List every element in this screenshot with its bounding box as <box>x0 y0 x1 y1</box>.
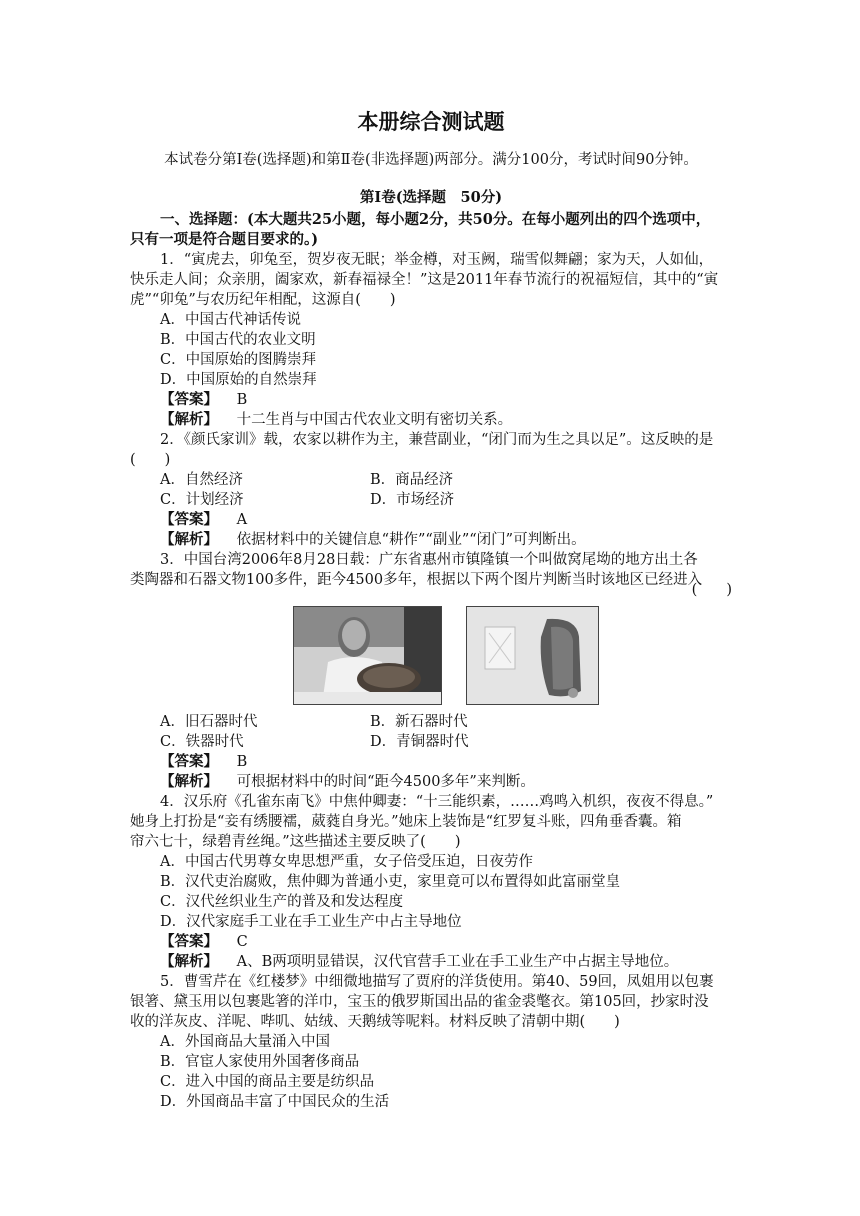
q1-option-d: D．中国原始的自然崇拜 <box>160 372 317 388</box>
analysis-label: 【解析】 <box>160 953 218 970</box>
q2-answer <box>160 510 247 530</box>
q1-answer <box>160 390 247 410</box>
q3-figures <box>293 606 599 703</box>
analysis-label: 【解析】 <box>160 411 218 428</box>
q5-stem-line-2: 银箸、黛玉用以包裹匙箸的洋巾，宝玉的俄罗斯国出品的雀金裘氅衣。第105回，抄家时没 <box>130 994 709 1010</box>
answer-label: 【答案】 <box>160 511 218 528</box>
q4-option-d: D．汉代家庭手工业在手工业生产中占主导地位 <box>160 914 462 930</box>
answer-label: 【答案】 <box>160 933 218 950</box>
answer-label: 【答案】 <box>160 391 218 408</box>
q4-stem-line-3: 帘六七十，绿碧青丝绳。”这些描述主要反映了( ) <box>130 834 461 850</box>
analysis-label: 【解析】 <box>160 773 218 790</box>
answer-label: 【答案】 <box>160 753 218 770</box>
q1-option-b: B．中国古代的农业文明 <box>160 332 316 348</box>
q1-stem-line-2: 快乐走人间；众亲朋，阖家欢，新春福禄全！”这是2011年春节流行的祝福短信，其中的“寅 <box>130 272 719 288</box>
section-instruction-line-1: 一、选择题：(本大题共25小题，每小题2分，共50分。在每小题列出的四个选项中， <box>160 211 711 228</box>
q4-answer <box>160 932 248 952</box>
q4-stem-line-2: 她身上打扮是“妾有绣腰襦，葳蕤自身光。”她床上装饰是“红罗复斗账，四角垂香囊。箱 <box>130 814 682 830</box>
archaeologist-with-pottery-photo <box>293 606 442 705</box>
section-heading: 第Ⅰ卷(选择题 50分) <box>359 189 503 206</box>
q3-option-c: C．铁器时代 <box>160 734 244 750</box>
q2-option-a: A．自然经济 <box>160 472 243 488</box>
q5-option-c: C．进入中国的商品主要是纺织品 <box>160 1074 375 1090</box>
q3-stem-line-1: 3．中国台湾2006年8月28日载：广东省惠州市镇隆镇一个叫做窝尾坳的地方出土各 <box>160 552 698 568</box>
q4-option-b: B．汉代吏治腐败，焦仲卿为普通小吏，家里竟可以布置得如此富丽堂皇 <box>160 874 621 890</box>
q2-stem-line-1: 2．《颜氏家训》载，农家以耕作为主，兼营副业，“闭门而为生之具以足”。这反映的是 <box>160 432 714 448</box>
q4-stem-line-1: 4．汉乐府《孔雀东南飞》中焦仲卿妻：“十三能织素，……鸡鸣入机织，夜夜不得息。” <box>160 794 714 810</box>
q5-stem-line-3: 收的洋灰皮、洋呢、哔叽、姑绒、天鹅绒等呢料。材料反映了清朝中期( ) <box>130 1014 620 1030</box>
q1-option-a: A．中国古代神话传说 <box>160 312 301 328</box>
analysis-label: 【解析】 <box>160 531 218 548</box>
intro-text: 本试卷分第Ⅰ卷(选择题)和第Ⅱ卷(非选择题)两部分。满分100分，考试时间90分钟。 <box>164 152 698 168</box>
q2-option-c: C．计划经济 <box>160 492 244 508</box>
q5-option-b: B．官宦人家使用外国奢侈商品 <box>160 1054 360 1070</box>
stone-tool-photo <box>466 606 599 705</box>
q5-stem-line-1: 5．曹雪芹在《红楼梦》中细微地描写了贾府的洋货使用。第40、59回，凤姐用以包裹 <box>160 974 714 990</box>
q3-analysis <box>160 772 535 792</box>
q3-option-a: A．旧石器时代 <box>160 714 258 730</box>
answer-value: A <box>236 512 248 528</box>
q2-analysis <box>160 530 586 550</box>
answer-value: C <box>236 934 248 950</box>
q3-stem-line-2: 类陶器和石器文物100多件，距今4500多年，根据以下两个图片判断当时该地区已经进入 <box>130 572 703 588</box>
q3-option-d: D．青铜器时代 <box>370 734 469 750</box>
analysis-text: 可根据材料中的时间“距今4500多年”来判断。 <box>236 774 535 790</box>
section-instruction-line-2: 只有一项是符合题目要求的。) <box>130 231 319 248</box>
q3-option-b: B．新石器时代 <box>370 714 468 730</box>
q1-option-c: C．中国原始的图腾崇拜 <box>160 352 317 368</box>
q2-option-b: B．商品经济 <box>370 472 454 488</box>
analysis-text: A、B两项明显错误，汉代官营手工业在手工业生产中占据主导地位。 <box>236 954 679 970</box>
q4-option-c: C．汉代丝织业生产的普及和发达程度 <box>160 894 404 910</box>
q1-stem-line-1: 1．“寅虎去，卯兔至，贺岁夜无眠；举金樽，对玉阙，瑞雪似舞翩；家为天，人如仙， <box>160 252 714 268</box>
q5-option-d: D．外国商品丰富了中国民众的生活 <box>160 1094 390 1110</box>
page-title: 本册综合测试题 <box>357 110 505 134</box>
q4-analysis <box>160 952 678 972</box>
analysis-text: 十二生肖与中国古代农业文明有密切关系。 <box>236 412 513 428</box>
q3-stem-line-3: ( ) <box>691 582 732 598</box>
analysis-text: 依据材料中的关键信息“耕作”“副业”“闭门”可判断出。 <box>236 532 586 548</box>
q2-stem-line-2: ( ) <box>130 452 171 468</box>
q1-stem-line-3: 虎”“卯兔”与农历纪年相配，这源自( ) <box>130 292 396 308</box>
answer-value: B <box>236 392 248 408</box>
q2-option-d: D．市场经济 <box>370 492 455 508</box>
q5-option-a: A．外国商品大量涌入中国 <box>160 1034 330 1050</box>
q3-answer <box>160 752 247 772</box>
q4-option-a: A．中国古代男尊女卑思想严重，女子倍受压迫，日夜劳作 <box>160 854 533 870</box>
answer-value: B <box>236 754 248 770</box>
q1-analysis <box>160 410 512 430</box>
